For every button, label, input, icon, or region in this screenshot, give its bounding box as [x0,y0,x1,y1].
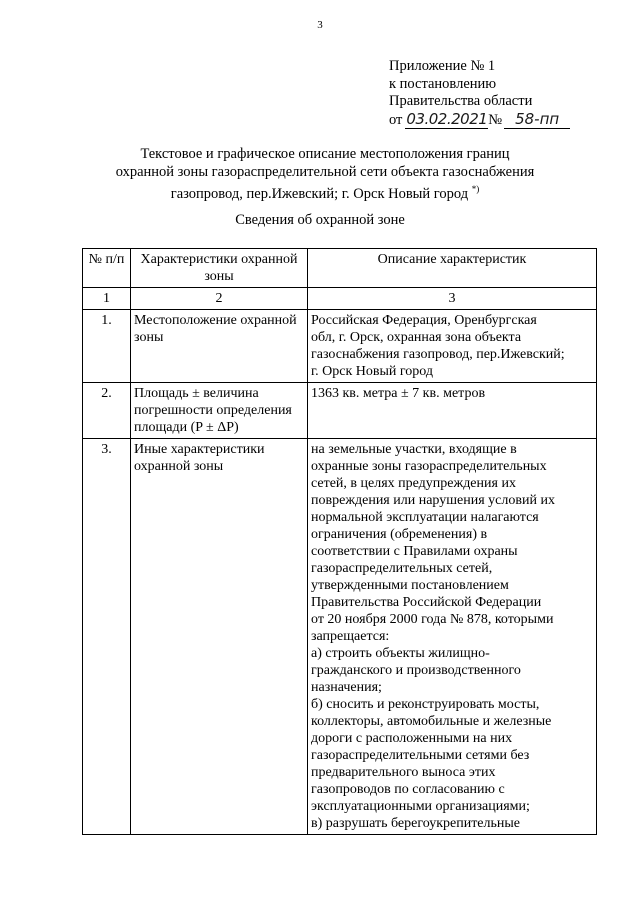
title-line-3-wrap [60,181,590,203]
col-number-3: 3 [308,288,597,310]
table-header-row [83,249,597,288]
handwritten-number: 58-пп [504,111,570,130]
protection-zone-table [82,248,597,835]
description-line: запрещается: [311,629,390,644]
description-line: в) разрушать берегоукрепительные [311,816,521,831]
number-label: № [488,111,503,128]
description-line: повреждения или нарушения условий их [311,493,555,508]
description-line: Российская Федерация, Оренбургская [311,313,537,328]
footnote-mark: *) [471,184,480,194]
col-number-2: 2 [131,288,308,310]
description-line: гражданского и производственного [311,663,521,678]
appendix-date-line [389,111,570,130]
description-line: газораспределительных сетей, [311,561,493,576]
appendix-block [389,58,570,129]
from-label: от [389,111,403,128]
description-line: назначения; [311,680,382,695]
description-line: газоснабжения газопровод, пер.Ижевский; [311,347,565,362]
section-subtitle: Сведения об охранной зоне [235,212,405,228]
description-line: эксплуатационными организациями; [311,799,530,814]
table-row [83,383,597,439]
document-title [60,146,590,203]
description-line: обл, г. Орск, охранная зона объекта [311,330,522,345]
row-description [308,439,597,835]
description-line: предварительного выноса этих [311,765,496,780]
row-number: 1. [83,310,131,383]
header-description: Описание характеристик [308,249,597,288]
appendix-line-3: Правительства области [389,93,533,109]
row-characteristic: Иные характеристики охранной зоны [131,439,308,835]
row-characteristic: Местоположение охранной зоны [131,310,308,383]
description-line: г. Орск Новый город [311,364,434,379]
row-description [308,383,597,439]
description-line: ограничения (обременения) в [311,527,488,542]
title-line-2: охранной зоны газораспределительной сети объекта газоснабжения [115,163,535,180]
header-characteristic: Характеристики охранной зоны [131,249,308,288]
handwritten-date: 03.02.2021 [406,109,488,128]
description-line: Правительства Российской Федерации [311,595,542,610]
description-line: газораспределительными сетями без [311,748,530,763]
description-line: дороги с расположенными на них [311,731,513,746]
table-row [83,439,597,835]
description-line: 1363 кв. метра ± 7 кв. метров [311,386,486,401]
appendix-line-1: Приложение № 1 [389,58,496,74]
appendix-line-2: к постановлению [389,75,497,92]
description-line: на земельные участки, входящие в [311,442,517,457]
description-line: сетей, в целях предупреждения их [311,476,516,491]
description-line: нормальной эксплуатации налагаются [311,510,539,525]
description-line: соответствии с Правилами охраны [311,544,518,559]
row-number: 3. [83,439,131,835]
description-line: утвержденными постановлением [311,578,509,593]
page-number: 3 [317,19,323,31]
description-line: газопроводов по согласованию с [311,782,505,797]
description-line: б) сносить и реконструировать мосты, [311,697,540,712]
description-line: от 20 ноября 2000 года № 878, которыми [311,612,554,627]
description-line: а) строить объекты жилищно- [311,646,490,661]
title-line-1: Текстовое и графическое описание местоположения границ [140,146,510,162]
row-characteristic: Площадь ± величина погрешности определения площади (P ± ΔP) [131,383,308,439]
header-number: № п/п [83,249,131,288]
col-number-1: 1 [83,288,131,310]
row-number: 2. [83,383,131,439]
row-description [308,310,597,383]
description-line: охранные зоны газораспределительных [311,459,547,474]
column-numbers-row [83,288,597,310]
table-row [83,310,597,383]
description-line: коллекторы, автомобильные и железные [311,714,552,729]
title-line-3: газопровод, пер.Ижевский; г. Орск Новый город [170,185,469,202]
